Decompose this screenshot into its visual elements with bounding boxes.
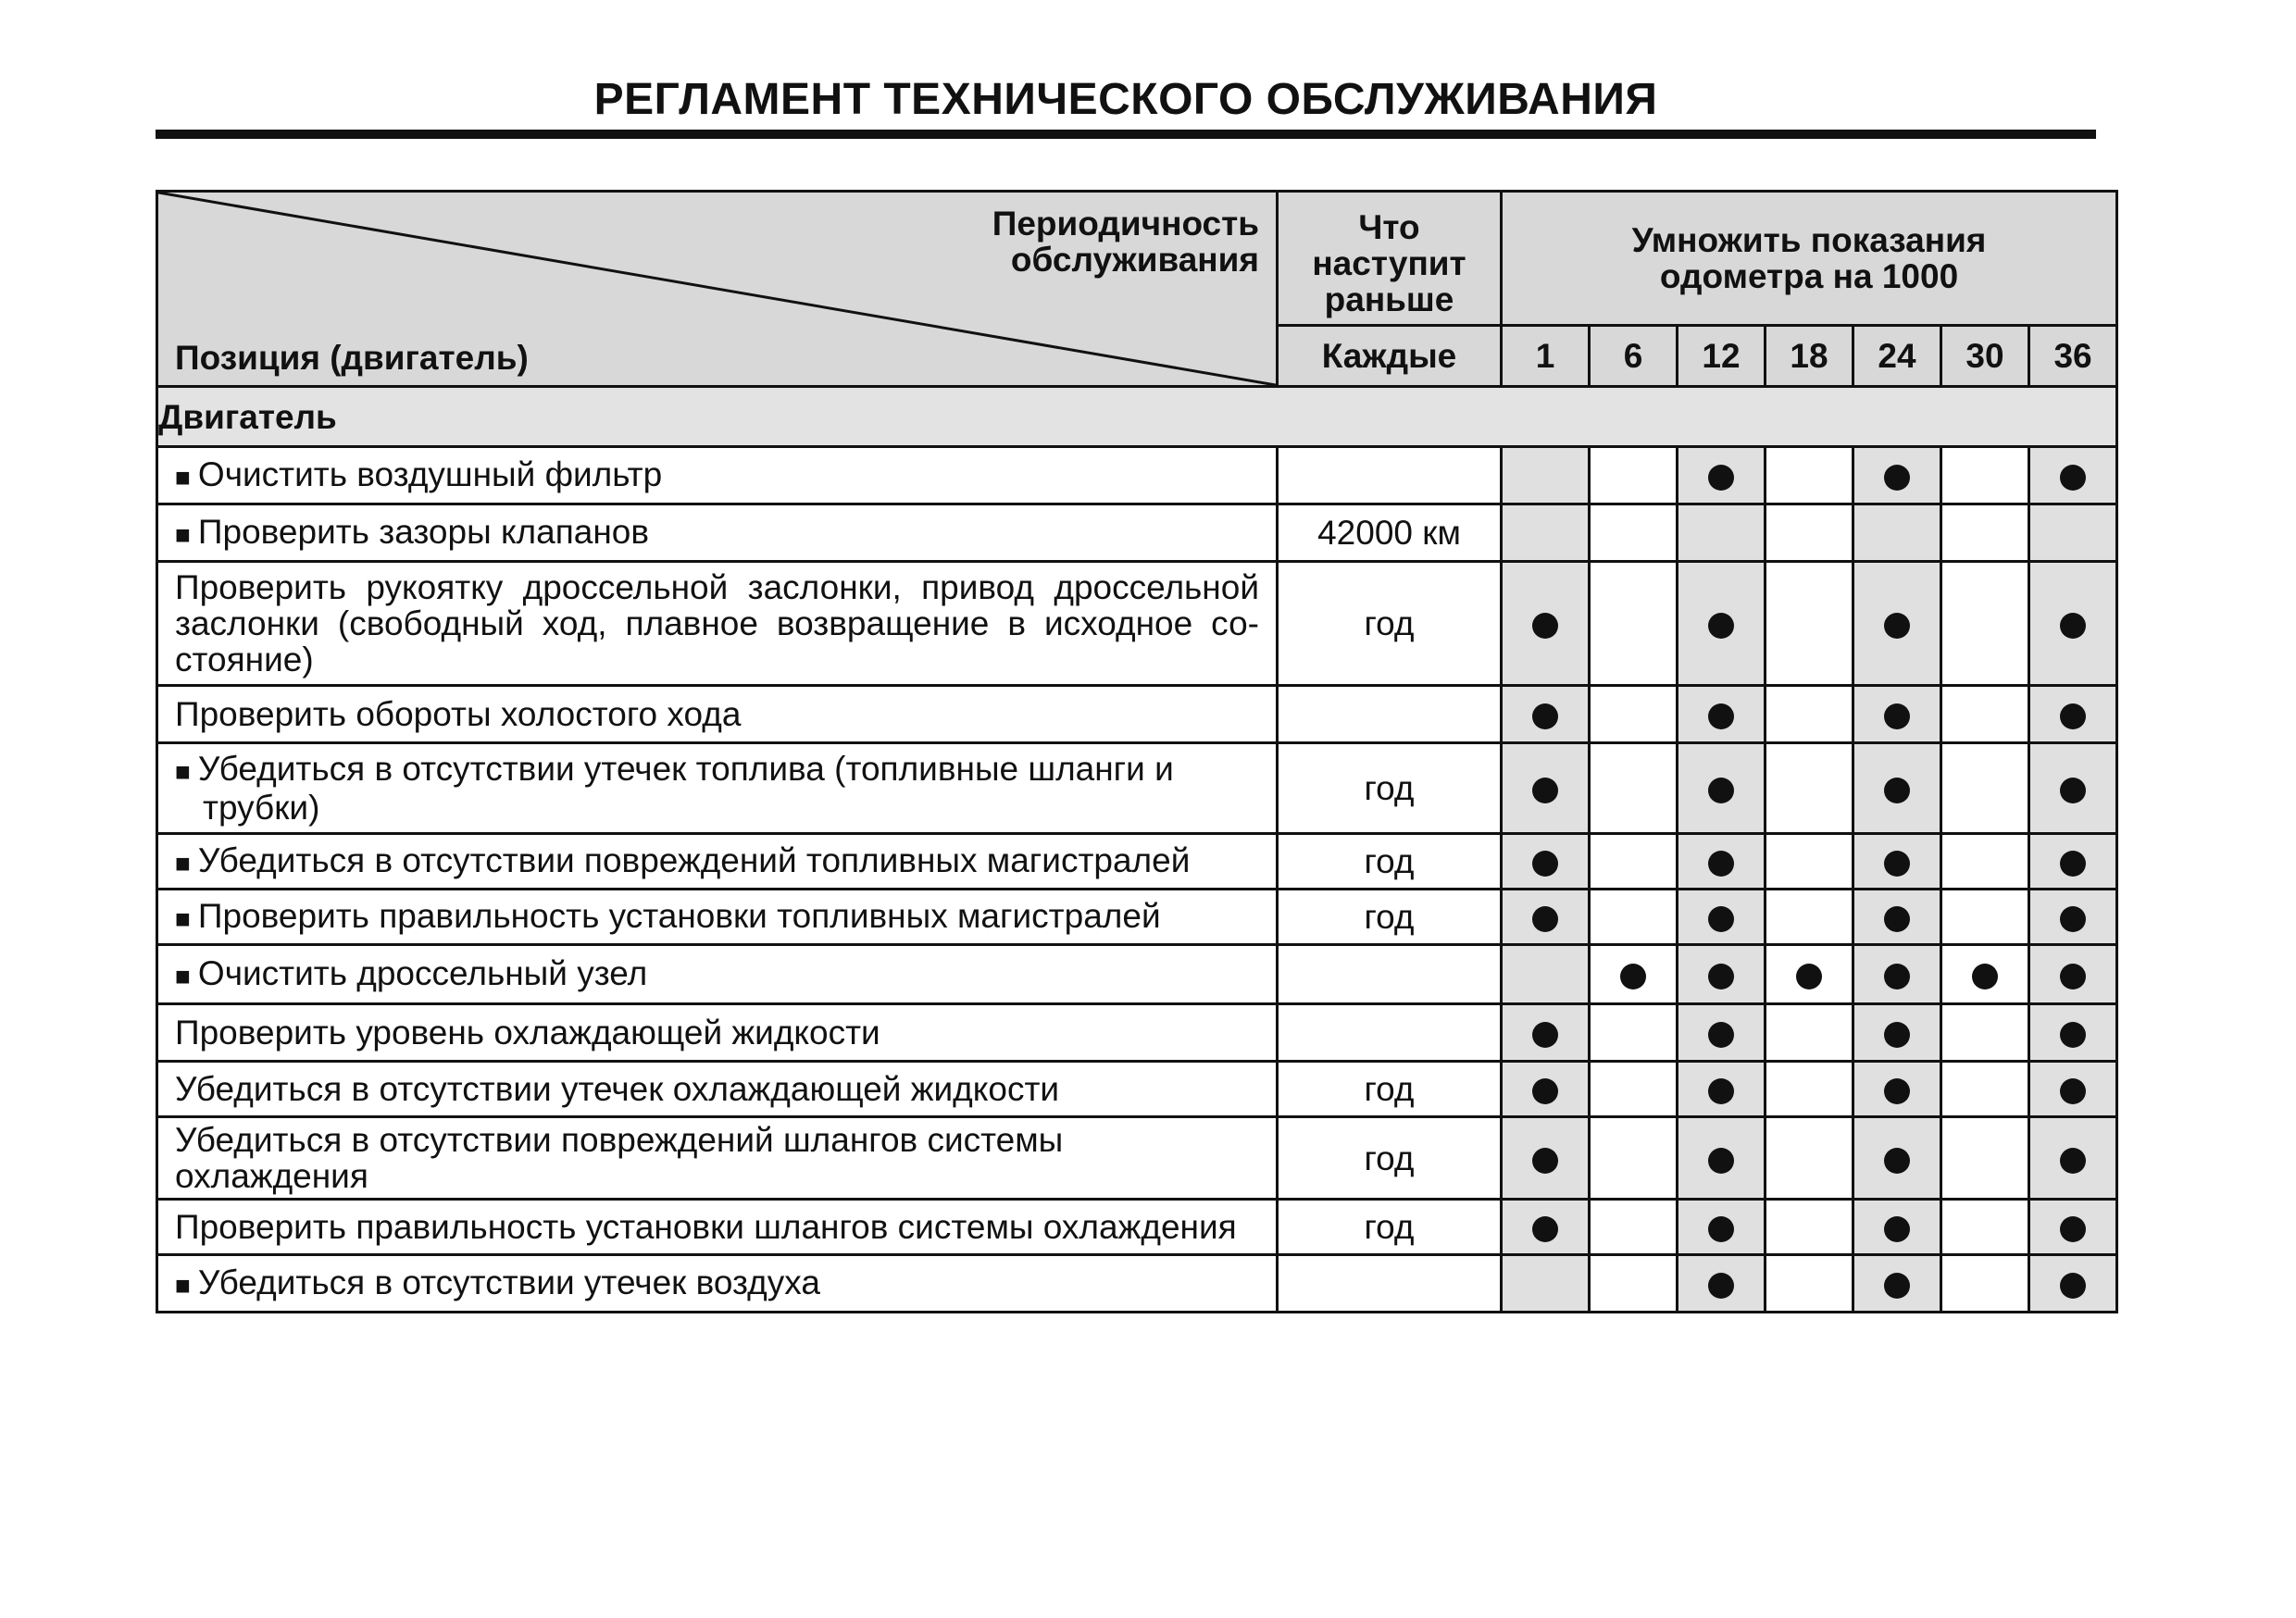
task-cell: [157, 447, 1278, 504]
odometer-cell: [1853, 890, 1941, 945]
odometer-cell: [1853, 834, 1941, 890]
square-marker-icon: ■: [175, 757, 191, 786]
table-row: [157, 743, 2117, 834]
odometer-cell: [1853, 1200, 1941, 1255]
service-dot-icon: [2060, 465, 2086, 491]
odometer-cell: [1941, 945, 2029, 1004]
service-dot-icon: [1708, 778, 1734, 803]
col-header: 18: [1766, 326, 1853, 387]
table-row: [157, 1200, 2117, 1255]
service-dot-icon: [1708, 906, 1734, 932]
odometer-cell: [2029, 743, 2117, 834]
section-label: Двигатель: [157, 387, 2117, 447]
odometer-cell: [1766, 562, 1853, 686]
col-header: 6: [1590, 326, 1678, 387]
task-text: Проверить правильность установки топливных магистралей: [197, 896, 1161, 935]
odometer-cell: [2029, 1255, 2117, 1313]
position-label: Позиция (двигатель): [175, 339, 529, 377]
table-row: [157, 945, 2117, 1004]
service-dot-icon: [1532, 1022, 1558, 1048]
diagonal-header-cell: [157, 192, 1278, 387]
odometer-cell: [1590, 447, 1678, 504]
odometer-cell: [1766, 945, 1853, 1004]
odometer-cell: [2029, 686, 2117, 743]
odometer-cell: [1678, 945, 1766, 1004]
service-dot-icon: [2060, 778, 2086, 803]
col-header: 30: [1941, 326, 2029, 387]
odometer-cell: [1678, 1255, 1766, 1313]
odometer-cell: [1502, 686, 1590, 743]
odometer-cell: [1941, 1255, 2029, 1313]
service-dot-icon: [1708, 851, 1734, 877]
odometer-cell: [1941, 890, 2029, 945]
task-cell: [157, 1062, 1278, 1117]
service-dot-icon: [1884, 613, 1910, 639]
service-dot-icon: [1532, 1216, 1558, 1242]
odometer-cell: [2029, 1117, 2117, 1200]
odometer-cell: [1853, 945, 1941, 1004]
square-marker-icon: ■: [175, 1270, 191, 1300]
service-dot-icon: [2060, 1273, 2086, 1299]
periodicity-label: Периодичность обслуживания: [992, 205, 1259, 279]
odometer-cell: [1502, 1255, 1590, 1313]
odometer-cell: [1590, 1117, 1678, 1200]
odometer-cell: [1502, 1117, 1590, 1200]
odometer-cell: [1502, 447, 1590, 504]
task-cell: [157, 686, 1278, 743]
task-text: Убедиться в отсутствии утечек топлива (топливные шланги и трубки): [197, 750, 1174, 827]
odometer-cell: [1766, 686, 1853, 743]
odometer-cell: [1678, 686, 1766, 743]
odometer-cell: [1678, 1200, 1766, 1255]
table-row: [157, 686, 2117, 743]
col-header: 12: [1678, 326, 1766, 387]
odometer-cell: [1678, 1004, 1766, 1062]
odometer-cell: [1502, 743, 1590, 834]
odometer-cell: [1853, 686, 1941, 743]
task-cell: [157, 743, 1278, 834]
odometer-cell: [1766, 504, 1853, 562]
odometer-cell: [1502, 562, 1590, 686]
service-dot-icon: [1708, 1148, 1734, 1174]
interval-cell: 42000 км: [1278, 504, 1502, 562]
odometer-cell: [1590, 743, 1678, 834]
table-row: [157, 890, 2117, 945]
odometer-cell: [1853, 504, 1941, 562]
service-dot-icon: [1708, 1273, 1734, 1299]
service-dot-icon: [1796, 964, 1822, 989]
maintenance-schedule-table: [156, 190, 2118, 1313]
square-marker-icon: ■: [175, 961, 191, 990]
interval-cell: год: [1278, 1200, 1502, 1255]
odometer-cell: [1590, 890, 1678, 945]
service-dot-icon: [1532, 906, 1558, 932]
odometer-header: Умножить показания одометра на 1000: [1502, 192, 2117, 326]
col-header: 24: [1853, 326, 1941, 387]
odometer-cell: [1766, 1200, 1853, 1255]
task-cell: [157, 1200, 1278, 1255]
interval-cell: год: [1278, 743, 1502, 834]
service-dot-icon: [2060, 1078, 2086, 1104]
interval-cell: год: [1278, 890, 1502, 945]
odometer-cell: [1766, 1004, 1853, 1062]
service-dot-icon: [2060, 906, 2086, 932]
service-dot-icon: [1708, 465, 1734, 491]
odometer-cell: [1678, 504, 1766, 562]
odometer-cell: [1853, 1062, 1941, 1117]
table-row: [157, 1062, 2117, 1117]
col-header: 36: [2029, 326, 2117, 387]
odometer-cell: [1590, 1255, 1678, 1313]
table-row: [157, 504, 2117, 562]
service-dot-icon: [1884, 703, 1910, 729]
task-cell: [157, 890, 1278, 945]
interval-cell: [1278, 1255, 1502, 1313]
odometer-cell: [1678, 834, 1766, 890]
odometer-cell: [1766, 447, 1853, 504]
odometer-cell: [1766, 890, 1853, 945]
service-dot-icon: [1708, 1022, 1734, 1048]
odometer-cell: [1853, 447, 1941, 504]
task-text: Очистить воздушный фильтр: [197, 454, 663, 493]
odometer-cell: [1590, 1004, 1678, 1062]
interval-cell: год: [1278, 1062, 1502, 1117]
service-dot-icon: [1708, 1078, 1734, 1104]
odometer-cell: [1941, 743, 2029, 834]
service-dot-icon: [1884, 1273, 1910, 1299]
service-dot-icon: [1708, 964, 1734, 989]
odometer-cell: [1941, 562, 2029, 686]
odometer-cell: [1678, 447, 1766, 504]
service-dot-icon: [1884, 1216, 1910, 1242]
square-marker-icon: ■: [175, 903, 191, 933]
task-text: Проверить правильность установки шлангов системы охлаждения: [175, 1208, 1237, 1246]
task-cell: [157, 834, 1278, 890]
square-marker-icon: ■: [175, 848, 191, 877]
task-cell: [157, 1117, 1278, 1200]
service-dot-icon: [1884, 778, 1910, 803]
service-dot-icon: [1532, 1078, 1558, 1104]
table-row: [157, 562, 2117, 686]
interval-cell: [1278, 1004, 1502, 1062]
service-dot-icon: [2060, 1148, 2086, 1174]
task-text: Проверить уровень охлаждающей жидкости: [175, 1014, 880, 1052]
service-dot-icon: [1708, 1216, 1734, 1242]
whichever-first-header: Что наступит раньше: [1278, 192, 1502, 326]
odometer-cell: [1853, 1117, 1941, 1200]
service-dot-icon: [1884, 1022, 1910, 1048]
interval-cell: год: [1278, 1117, 1502, 1200]
service-dot-icon: [1532, 1148, 1558, 1174]
odometer-cell: [2029, 562, 2117, 686]
task-text: Убедиться в отсутствии утечек воздуха: [197, 1263, 820, 1301]
service-dot-icon: [1972, 964, 1998, 989]
odometer-cell: [2029, 504, 2117, 562]
odometer-cell: [1502, 1004, 1590, 1062]
square-marker-icon: ■: [175, 462, 191, 492]
odometer-cell: [2029, 1004, 2117, 1062]
interval-cell: год: [1278, 834, 1502, 890]
odometer-cell: [1678, 890, 1766, 945]
col-header: 1: [1502, 326, 1590, 387]
odometer-cell: [1853, 1004, 1941, 1062]
odometer-cell: [1590, 1200, 1678, 1255]
odometer-cell: [1941, 1004, 2029, 1062]
odometer-cell: [1502, 890, 1590, 945]
task-text: Убедиться в отсутствии повреждений шлангов системы охлаждения: [175, 1121, 1064, 1195]
odometer-cell: [1941, 504, 2029, 562]
service-dot-icon: [2060, 1216, 2086, 1242]
odometer-cell: [1766, 834, 1853, 890]
task-cell: [157, 1255, 1278, 1313]
service-dot-icon: [2060, 851, 2086, 877]
odometer-cell: [1590, 945, 1678, 1004]
odometer-cell: [2029, 447, 2117, 504]
odometer-cell: [1502, 504, 1590, 562]
header-row-top: [157, 192, 2117, 326]
title-underline: [156, 130, 2096, 139]
task-cell: [157, 945, 1278, 1004]
odometer-cell: [1766, 1255, 1853, 1313]
service-dot-icon: [1708, 703, 1734, 729]
service-dot-icon: [1884, 1148, 1910, 1174]
odometer-cell: [1590, 504, 1678, 562]
odometer-cell: [2029, 890, 2117, 945]
odometer-cell: [1502, 945, 1590, 1004]
service-dot-icon: [1532, 613, 1558, 639]
service-dot-icon: [1532, 778, 1558, 803]
odometer-cell: [1853, 562, 1941, 686]
task-cell: [157, 504, 1278, 562]
service-dot-icon: [1620, 964, 1646, 989]
odometer-cell: [1678, 562, 1766, 686]
odometer-cell: [1590, 834, 1678, 890]
odometer-cell: [1853, 1255, 1941, 1313]
service-dot-icon: [1532, 851, 1558, 877]
odometer-cell: [1941, 447, 2029, 504]
interval-cell: [1278, 945, 1502, 1004]
square-marker-icon: ■: [175, 519, 191, 549]
service-dot-icon: [2060, 1022, 2086, 1048]
task-text: Проверить обороты холостого хода: [175, 695, 742, 733]
odometer-cell: [1853, 743, 1941, 834]
task-cell: [157, 1004, 1278, 1062]
odometer-cell: [1502, 1200, 1590, 1255]
odometer-cell: [1941, 1117, 2029, 1200]
interval-cell: год: [1278, 562, 1502, 686]
interval-cell: [1278, 686, 1502, 743]
task-text: Проверить зазоры клапанов: [197, 512, 649, 551]
page-title: РЕГЛАМЕНТ ТЕХНИЧЕСКОГО ОБСЛУЖИВАНИЯ: [593, 75, 1658, 124]
odometer-cell: [1678, 743, 1766, 834]
service-dot-icon: [1884, 906, 1910, 932]
service-dot-icon: [2060, 613, 2086, 639]
table-row: [157, 1117, 2117, 1200]
table-row: [157, 447, 2117, 504]
task-text: Убедиться в отсутствии утечек охлаждающей жидкости: [175, 1070, 1060, 1108]
odometer-cell: [2029, 834, 2117, 890]
odometer-cell: [1590, 686, 1678, 743]
task-text: Очистить дроссельный узел: [197, 953, 648, 992]
odometer-cell: [2029, 945, 2117, 1004]
odometer-cell: [1941, 686, 2029, 743]
odometer-cell: [1766, 1062, 1853, 1117]
odometer-cell: [1766, 743, 1853, 834]
odometer-cell: [1766, 1117, 1853, 1200]
service-dot-icon: [1708, 613, 1734, 639]
task-text: Проверить рукоятку дроссельной заслонки, привод дроссельной заслонки (свободный ход, плавное возвращение в исходное со-стояние): [175, 568, 1259, 678]
table-row: [157, 834, 2117, 890]
service-dot-icon: [1884, 465, 1910, 491]
odometer-cell: [1590, 562, 1678, 686]
table-row: [157, 1255, 2117, 1313]
service-dot-icon: [1884, 1078, 1910, 1104]
service-dot-icon: [1532, 703, 1558, 729]
service-dot-icon: [1884, 851, 1910, 877]
odometer-cell: [1941, 834, 2029, 890]
service-dot-icon: [2060, 964, 2086, 989]
odometer-cell: [1678, 1062, 1766, 1117]
odometer-cell: [1502, 1062, 1590, 1117]
odometer-cell: [1678, 1117, 1766, 1200]
odometer-cell: [1590, 1062, 1678, 1117]
service-dot-icon: [1884, 964, 1910, 989]
odometer-cell: [1941, 1200, 2029, 1255]
every-header: Каждые: [1278, 326, 1502, 387]
odometer-cell: [2029, 1200, 2117, 1255]
odometer-cell: [1502, 834, 1590, 890]
odometer-cell: [1941, 1062, 2029, 1117]
task-cell: [157, 562, 1278, 686]
task-text: Убедиться в отсутствии повреждений топливных магистралей: [197, 840, 1191, 879]
odometer-cell: [2029, 1062, 2117, 1117]
section-row: [157, 387, 2117, 447]
interval-cell: [1278, 447, 1502, 504]
service-dot-icon: [2060, 703, 2086, 729]
table-row: [157, 1004, 2117, 1062]
